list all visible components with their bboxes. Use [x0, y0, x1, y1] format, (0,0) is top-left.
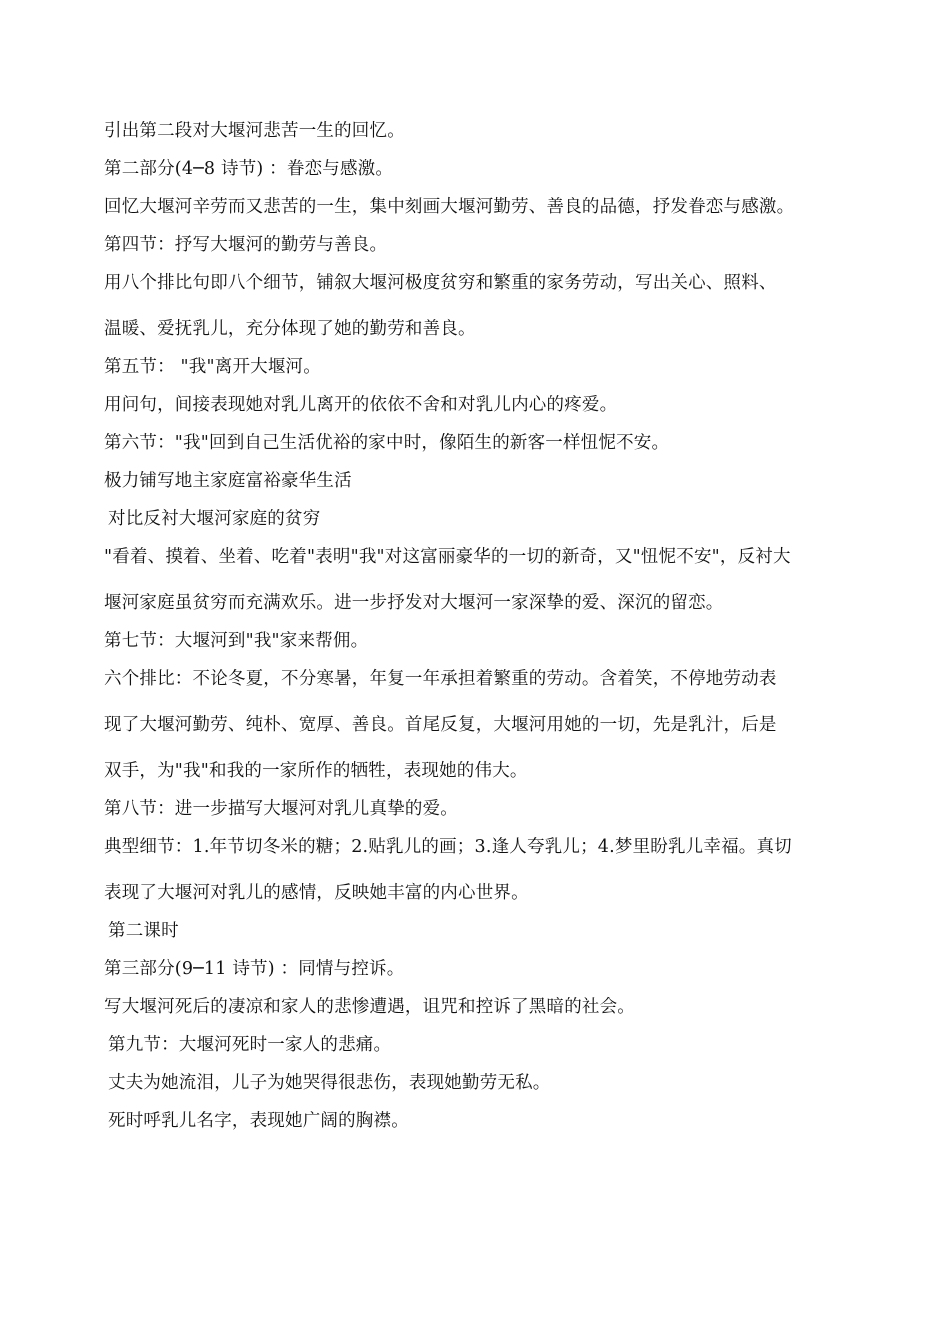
paragraph-line: 写大堰河死后的凄凉和家人的悲惨遭遇，诅咒和控诉了黑暗的社会。 [104, 997, 635, 1017]
paragraph-line: 温暖、爱抚乳儿，充分体现了她的勤劳和善良。 [104, 319, 476, 339]
paragraph-line: 回忆大堰河辛劳而又悲苦的一生，集中刻画大堰河勤劳、善良的品德，抒发眷恋与感激。 [104, 197, 795, 217]
section-heading: 第二部分(4─8 诗节) ：眷恋与感激。 [104, 159, 394, 179]
paragraph-line: 现了大堰河勤劳、纯朴、宽厚、善良。首尾反复，大堰河用她的一切，先是乳汁，后是 [104, 715, 777, 735]
paragraph-line: 表现了大堰河对乳儿的感情，反映她丰富的内心世界。 [104, 883, 529, 903]
section-heading: 第八节：进一步描写大堰河对乳儿真挚的爱。 [104, 799, 458, 819]
paragraph-line: 对比反衬大堰河家庭的贫穷 [108, 509, 321, 529]
paragraph-line: 死时呼乳儿名字，表现她广阔的胸襟。 [108, 1111, 409, 1131]
paragraph-line: 引出第二段对大堰河悲苦一生的回忆。 [104, 121, 405, 141]
section-heading: 第三部分(9─11 诗节) ：同情与控诉。 [104, 959, 405, 979]
section-heading: 第六节："我"回到自己生活优裕的家中时，像陌生的新客一样忸怩不安。 [104, 433, 670, 453]
paragraph-line: 丈夫为她流泪，儿子为她哭得很悲伤，表现她勤劳无私。 [108, 1073, 551, 1093]
document-body [104, 112, 850, 1140]
section-heading: 第七节：大堰河到"我"家来帮佣。 [104, 631, 369, 651]
lesson-heading: 第二课时 [108, 921, 179, 941]
paragraph-line: "看着、摸着、坐着、吃着"表明"我"对这富丽豪华的一切的新奇，又"忸怩不安"，反衬大 [104, 547, 791, 567]
paragraph-line: 堰河家庭虽贫穷而充满欢乐。进一步抒发对大堰河一家深挚的爱、深沉的留恋。 [104, 593, 724, 613]
paragraph-line: 典型细节：1.年节切冬米的糖；2.贴乳儿的画；3.逢人夸乳儿；4.梦里盼乳儿幸福。真切 [104, 837, 792, 857]
paragraph-line: 用八个排比句即八个细节，铺叙大堰河极度贫穷和繁重的家务劳动，写出关心、照料、 [104, 273, 777, 293]
section-heading: 第九节：大堰河死时一家人的悲痛。 [108, 1035, 392, 1055]
paragraph-line: 用问句，间接表现她对乳儿离开的依依不舍和对乳儿内心的疼爱。 [104, 395, 618, 415]
section-heading: 第五节： "我"离开大堰河。 [104, 357, 321, 377]
paragraph-line: 极力铺写地主家庭富裕豪华生活 [104, 471, 352, 491]
paragraph-line: 六个排比：不论冬夏，不分寒暑，年复一年承担着繁重的劳动。含着笑，不停地劳动表 [104, 669, 777, 689]
paragraph-line: 双手，为"我"和我的一家所作的牺牲，表现她的伟大。 [104, 761, 528, 781]
section-heading: 第四节：抒写大堰河的勤劳与善良。 [104, 235, 388, 255]
